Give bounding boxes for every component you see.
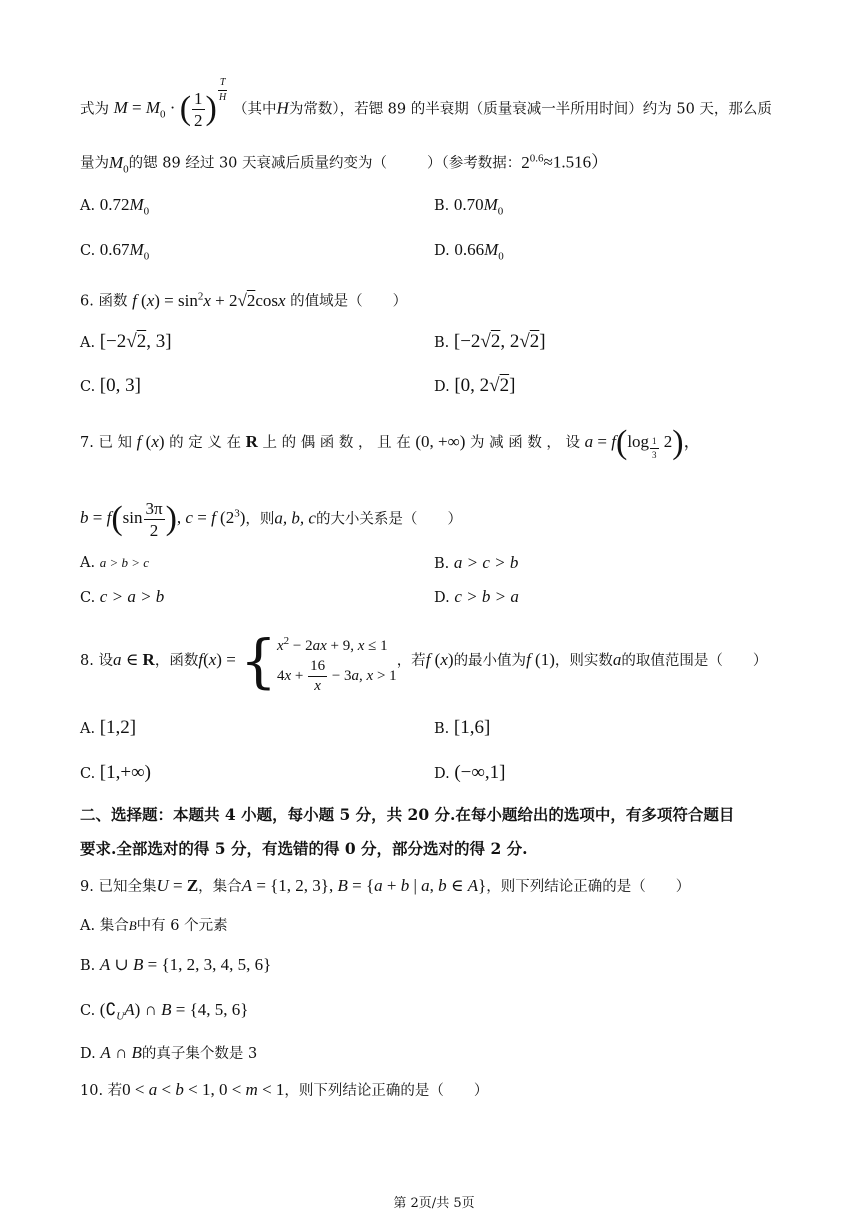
q9-option-b[interactable]: B. A ∪ B = {1, 2, 3, 4, 5, 6} <box>80 955 272 974</box>
q6-option-c[interactable]: C. [0, 3] <box>80 375 141 396</box>
q8-option-b[interactable]: B. [1,6] <box>434 717 491 738</box>
q8-option-c[interactable]: C. [1,+∞) <box>80 762 151 783</box>
q7-option-b[interactable]: B. a > c > b <box>434 553 519 572</box>
q9-option-c[interactable]: C. $(∁_UA)$ ∩ B = {4, 5, 6} <box>80 1000 249 1023</box>
section-2-heading-line-2: 要求.全部选对的得 5 分，有选错的得 0 分，部分选对的得 2 分. <box>80 839 528 858</box>
q5-option-b[interactable]: B. $0.70M_0$ <box>434 195 504 218</box>
q5-line-2: 量为$M_0$的锶 89 经过 30 天衰减后质量约变为（ ）（参考数据：$2^{0.6}\approx 1.516$） <box>80 152 609 176</box>
q9-option-a[interactable]: A. 集合B中有 6 个元素 <box>80 918 228 934</box>
q5-line-1: 式为 $M = M_0$ · ( $\frac{1}{2}$ ) $^{\frac{T}{H}}$ （其中H为常数），若锶 89 的半衰期（质量衰减一半所用时间）约为 50 天，那么质 <box>80 76 772 130</box>
q5-option-d[interactable]: D. $0.66M_0$ <box>434 240 504 263</box>
page-footer: 第 2页/共 5页 <box>393 1196 475 1211</box>
q8-stem: 8. 设a ∈ R，函数f(x) = { $x^2 - 2ax + 9$, x ≤ 1 4x + $\frac{16}{x}$ − 3a, x > 1 ，若f (x)的最小值为f (1)，则实数a的取值范围是（ ） <box>80 627 768 695</box>
decay-formula: $M = M_0$ · ( $\frac{1}{2}$ ) $^{\frac{T}{H}}$ <box>113 76 227 130</box>
q6-option-d[interactable]: D. [0, 2√2] <box>434 375 516 396</box>
q8-option-d[interactable]: D. (−∞,1] <box>434 762 506 783</box>
q7-option-a[interactable]: A. a > b > c <box>80 555 150 571</box>
q9-option-d[interactable]: D. A ∩ B的真子集个数是 3 <box>80 1043 258 1062</box>
section-2-heading-line-1: 二、选择题：本题共 4 小题，每小题 5 分，共 20 分.在每小题给出的选项中，有多项符合题目 <box>80 805 735 824</box>
q7-option-d[interactable]: D. c > b > a <box>434 587 519 606</box>
q5-option-c[interactable]: C. $0.67M_0$ <box>80 240 150 263</box>
q5-option-a[interactable]: A. $0.72M_0$ <box>80 195 150 218</box>
q10-stem: 10. 若0 < a < b < 1, 0 < m < 1，则下列结论正确的是（ ） <box>80 1080 489 1099</box>
q9-stem: 9. 已知全集U = Z，集合A = {1, 2, 3}, B = {a + b | a, b ∈ A}，则下列结论正确的是（ ） <box>80 876 691 895</box>
q7-stem-line-1: 7. 已 知 f (x) 的 定 义 在 R 上 的 偶 函 数 ， 且 在 (0, +∞) 为 减 函 数 ， 设 a = f(log $_{\frac{1}{3}}$ 2)， <box>80 424 701 462</box>
q7-stem-line-2: b = f(sin $\frac{3\pi}{2}$ ), c = f $(2^3)$，则a, b, c的大小关系是（ ） <box>80 499 462 540</box>
q7-option-c[interactable]: C. c > a > b <box>80 587 165 606</box>
q6-stem: 6. 函数 f $(x) = \sin^2x + 2√2\cos x$ 的值域是（ ） <box>80 290 408 310</box>
q6-option-b[interactable]: B. [−2√2, 2√2] <box>434 331 546 352</box>
q8-option-a[interactable]: A. [1,2] <box>80 717 137 738</box>
q6-option-a[interactable]: A. [−2√2, 3] <box>80 331 172 352</box>
